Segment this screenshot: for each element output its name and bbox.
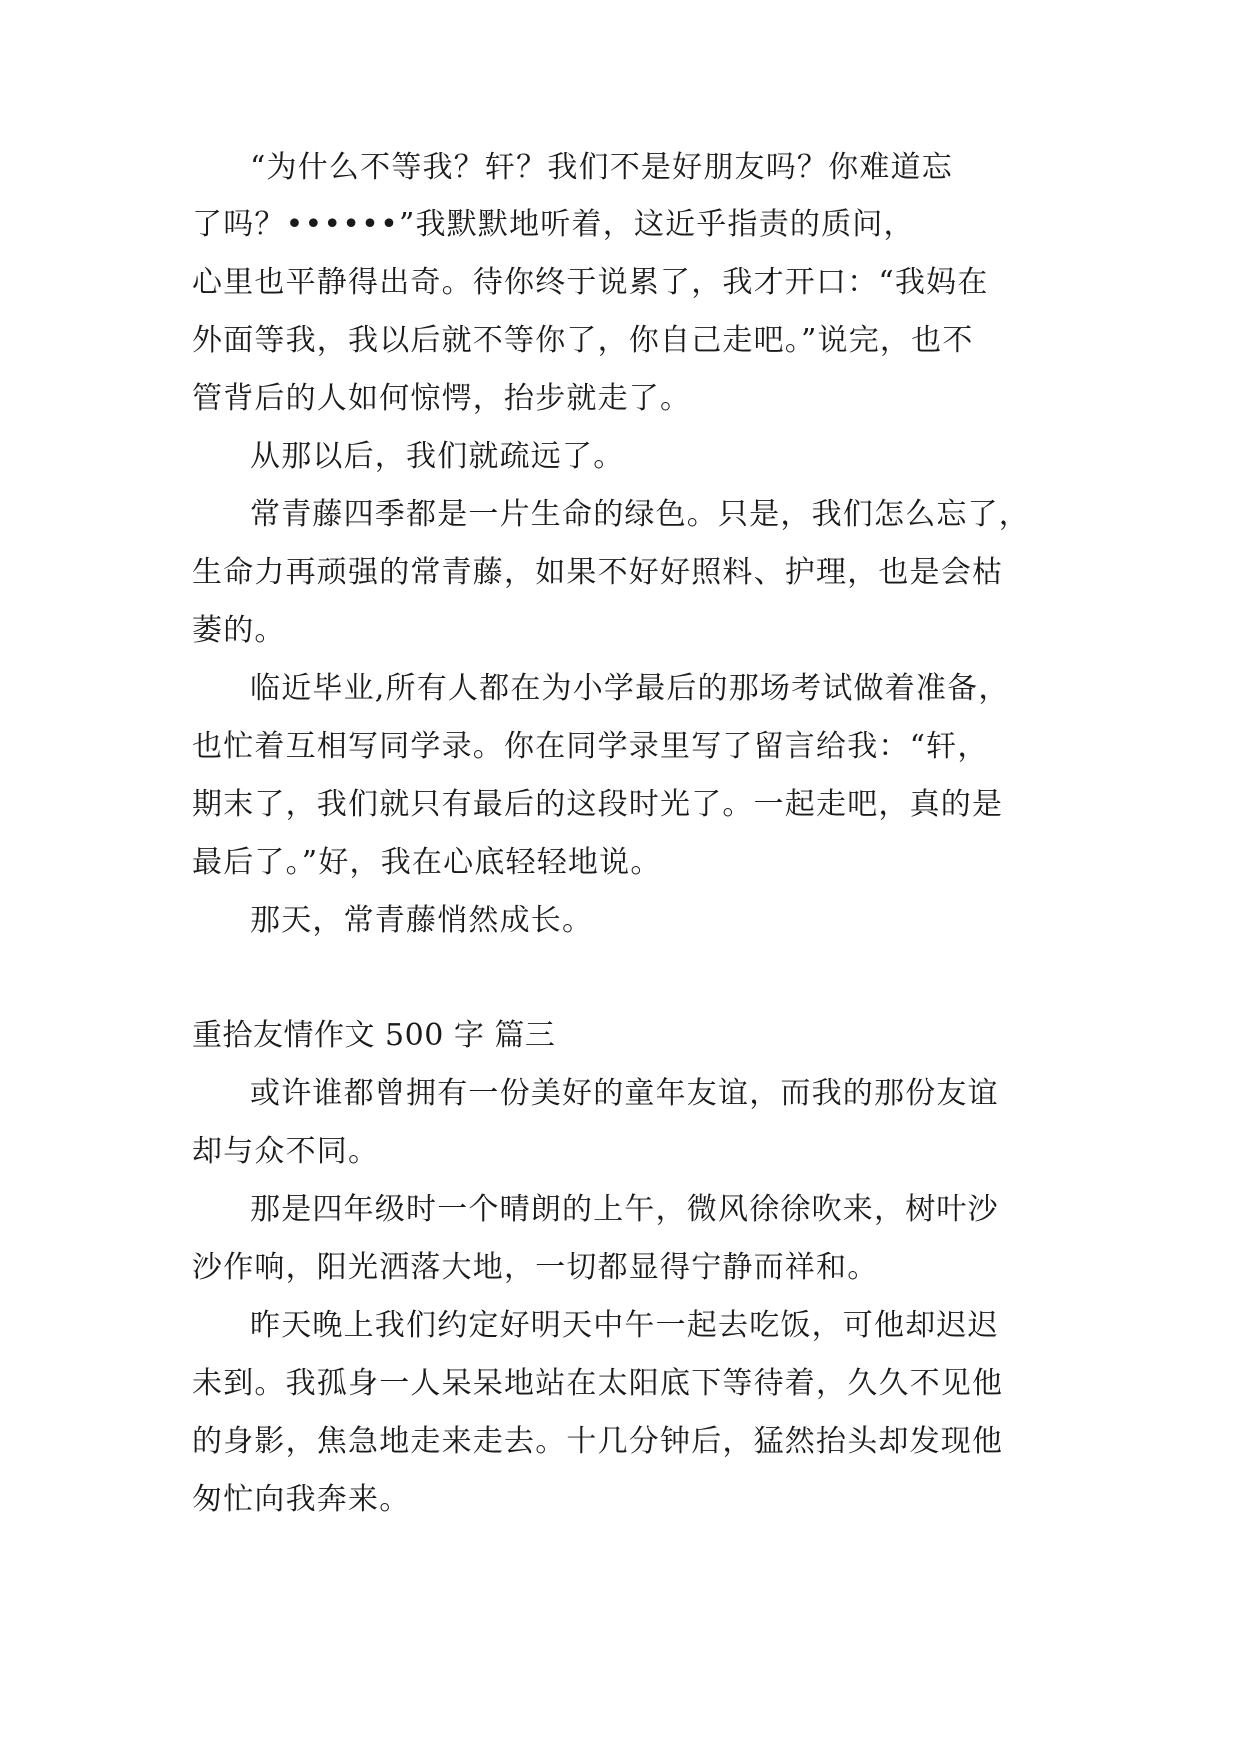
paragraph-line: “为什么不等我？轩？我们不是好朋友吗？你难道忘: [250, 150, 953, 185]
paragraph-line: 那是四年级时一个晴朗的上午，微风徐徐吹来，树叶沙: [250, 1192, 999, 1227]
paragraph-line: 沙作响，阳光洒落大地，一切都显得宁静而祥和。: [192, 1250, 879, 1285]
paragraph-line: 了吗？••••••”我默默地听着，这近乎指责的质问，: [192, 207, 915, 242]
paragraph-line: 却与众不同。: [192, 1134, 380, 1169]
paragraph-line: 萎的。: [192, 613, 286, 648]
paragraph-line: 管背后的人如何惊愕，抬步就走了。: [192, 381, 692, 416]
paragraph-line: 临近毕业,所有人都在为小学最后的那场考试做着准备，: [250, 671, 1010, 706]
paragraph-line: 的身影，焦急地走来走去。十几分钟后，猛然抬头却发现他: [192, 1424, 1004, 1459]
paragraph-line: 外面等我，我以后就不等你了，你自己走吧。”说完，也不: [192, 323, 974, 358]
paragraph-line: 从那以后，我们就疏远了。: [250, 439, 625, 474]
paragraph-line: 未到。我孤身一人呆呆地站在太阳底下等待着，久久不见他: [192, 1366, 1004, 1401]
paragraph-line: 常青藤四季都是一片生命的绿色。只是，我们怎么忘了，: [250, 497, 1030, 532]
paragraph-line: 心里也平静得出奇。待你终于说累了，我才开口：“我妈在: [192, 265, 989, 300]
paragraph-line: 也忙着互相写同学录。你在同学录里写了留言给我：“轩，: [192, 729, 989, 764]
paragraph-line: 或许谁都曾拥有一份美好的童年友谊，而我的那份友谊: [250, 1076, 999, 1111]
section-heading: 重拾友情作文 500 字 篇三: [192, 1018, 556, 1053]
paragraph-line: 匆忙向我奔来。: [192, 1482, 411, 1517]
paragraph-line: 最后了。”好，我在心底轻轻地说。: [192, 845, 662, 880]
paragraph-line: 期末了，我们就只有最后的这段时光了。一起走吧，真的是: [192, 787, 1004, 822]
paragraph-line: 生命力再顽强的常青藤，如果不好好照料、护理，也是会枯: [192, 555, 1004, 590]
paragraph-line: 昨天晚上我们约定好明天中午一起去吃饭，可他却迟迟: [250, 1308, 999, 1343]
paragraph-line: 那天，常青藤悄然成长。: [250, 903, 594, 938]
